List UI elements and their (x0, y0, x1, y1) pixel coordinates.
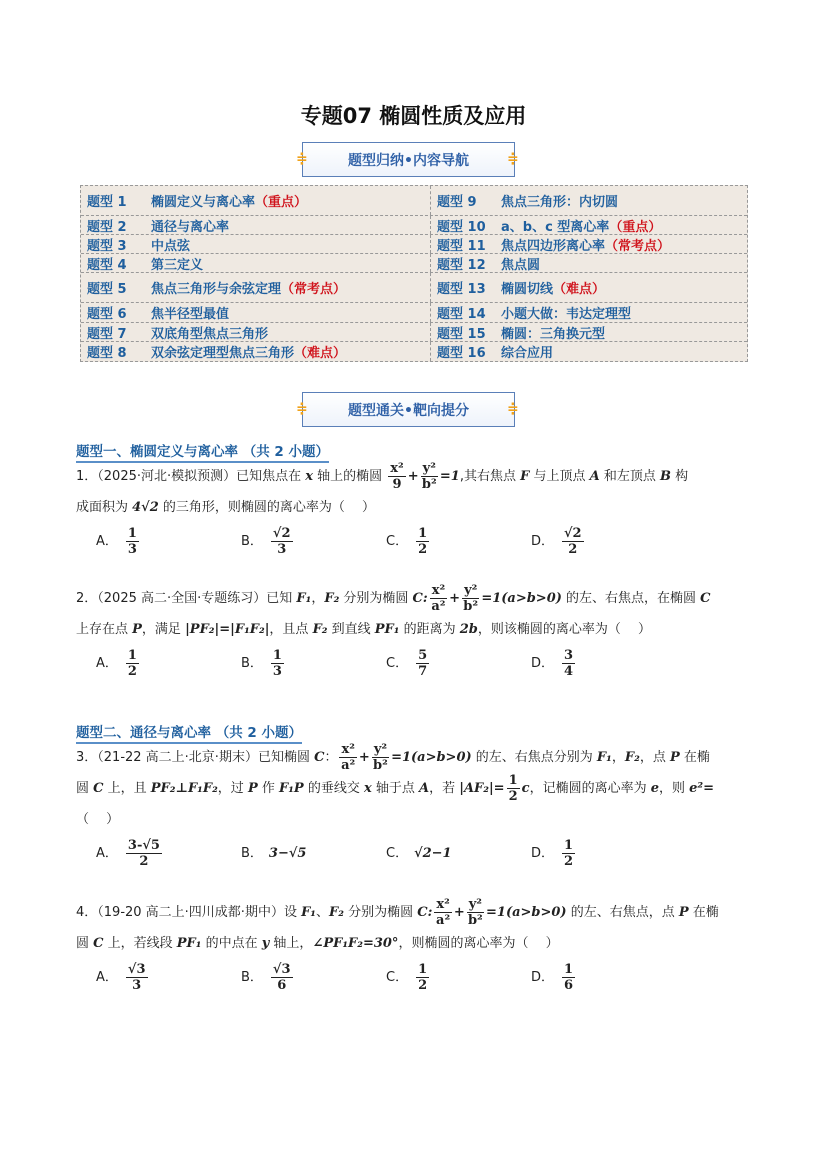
text-segment: ，则 (658, 781, 690, 796)
text-segment: 上存在点 (76, 622, 133, 637)
text-segment: 的左、右焦点，在椭圆 (561, 591, 701, 606)
nav-item[interactable] (81, 323, 431, 341)
math-segment: F₂ (624, 750, 640, 765)
nav-item-name: 双底角型焦点三角形 (151, 326, 269, 342)
math-segment: A (589, 469, 600, 484)
text-segment: 的中点在 (201, 936, 262, 951)
nav-row (81, 235, 747, 254)
math-segment: PF₂⊥F₁F₂ (150, 781, 218, 796)
nav-item-number: 题型 5 (87, 282, 127, 297)
math-segment: F₁P (278, 781, 304, 796)
text-segment: 4．（19-20 高二上·四川成都·期中）设 (76, 905, 302, 920)
option-label: D． (531, 533, 555, 549)
text-segment: ,其右焦点 (459, 469, 521, 484)
text-segment: ， (311, 591, 325, 606)
nav-row (81, 323, 747, 342)
option-label: A． (96, 845, 118, 861)
math-segment: F (520, 469, 530, 484)
nav-item-tag: （常考点） (605, 238, 671, 254)
math-segment: F₂ (312, 622, 328, 637)
fraction (434, 897, 451, 928)
nav-item-name: 小题大做：韦达定理型 (501, 307, 632, 322)
fraction-numerator: x² (341, 742, 355, 757)
fraction (416, 648, 429, 679)
option-d[interactable] (531, 648, 676, 679)
fraction (467, 897, 484, 928)
fraction-denominator: b² (467, 913, 483, 928)
math-segment: C (314, 750, 325, 765)
fraction-denominator: 2 (139, 853, 149, 869)
nav-item-name: 椭圆切线 (501, 282, 554, 297)
question-line (76, 742, 752, 773)
nav-item[interactable] (81, 254, 431, 272)
text-segment: 构 (670, 469, 689, 484)
nav-item-tag: （重点） (255, 195, 308, 210)
fraction-numerator: x² (431, 583, 446, 598)
fraction-denominator: 6 (564, 977, 574, 993)
banner-label: 题型归纳•内容导航 (348, 152, 469, 169)
question (76, 742, 752, 871)
nav-row (81, 186, 747, 216)
math-segment: ∠PF₁F₂=30° (312, 936, 399, 951)
page-title: 专题07 椭圆性质及应用 (300, 104, 527, 128)
option-b[interactable] (241, 526, 386, 557)
math-segment: 2b (459, 622, 478, 637)
math-segment: F₂ (329, 905, 344, 920)
text-segment: 1．（2025·河北·模拟预测）已知焦点在 (76, 469, 306, 484)
math-segment: F₁ (596, 750, 612, 765)
option-label: B． (241, 533, 263, 549)
fraction-numerator: y² (422, 461, 436, 476)
section-heading: 题型一、椭圆定义与离心率 （共 2 小题） (76, 440, 329, 463)
text-segment: 作 (257, 781, 279, 796)
text-segment: （ ） (76, 812, 120, 827)
math-segment: √2−1 (414, 845, 452, 861)
fraction-numerator: 1 (418, 525, 428, 541)
fraction-denominator: 3 (277, 541, 287, 557)
math-segment: y (261, 936, 270, 951)
nav-item-name: 椭圆：三角换元型 (501, 326, 606, 342)
option-a[interactable] (96, 648, 241, 679)
fraction-denominator: b² (373, 758, 388, 773)
math-segment: PF₁ (374, 622, 400, 637)
fraction-denominator: 2 (568, 541, 578, 557)
nav-item-number: 题型 8 (87, 346, 127, 361)
question (76, 461, 752, 559)
fraction-denominator: 2 (418, 977, 428, 993)
fraction (430, 583, 447, 614)
text-segment: 轴于点 (371, 781, 419, 796)
text-segment: ， (611, 750, 625, 765)
fraction (562, 838, 575, 869)
nav-item[interactable] (81, 216, 431, 234)
option-a[interactable] (96, 838, 241, 869)
fraction-denominator: 2 (508, 789, 518, 804)
fraction-denominator: 3 (127, 541, 137, 557)
decoration-icon: ≑ (296, 151, 308, 167)
option-label: D． (531, 845, 555, 861)
fraction (388, 461, 405, 492)
fraction-denominator: 2 (127, 663, 137, 679)
nav-item-number: 题型 12 (437, 257, 486, 273)
nav-item-name: 综合应用 (501, 346, 554, 361)
text-segment: ，记椭圆的离心率为 (529, 781, 651, 796)
fraction-numerator: 1 (564, 961, 574, 977)
nav-item-number: 题型 3 (87, 238, 127, 254)
math-segment: =1(a>b>0) (486, 905, 567, 920)
nav-item[interactable] (81, 273, 431, 302)
math-segment: F₁ (301, 905, 317, 920)
math-segment: C (700, 591, 711, 606)
option-label: D． (531, 655, 555, 671)
fraction-denominator: a² (431, 599, 446, 614)
text-segment: 分别为椭圆 (339, 591, 413, 606)
fraction (562, 648, 575, 679)
answer-options (76, 835, 752, 871)
math-segment: + (358, 750, 370, 765)
option-c[interactable] (386, 962, 531, 993)
nav-item[interactable] (81, 342, 431, 361)
nav-item-number: 题型 6 (87, 307, 127, 322)
fraction (126, 526, 139, 557)
fraction-denominator: 2 (418, 541, 428, 557)
nav-item-number: 题型 10 (437, 219, 486, 235)
question-line (76, 804, 752, 835)
math-segment: F₁ (296, 591, 312, 606)
text-segment: ，则该椭圆的离心率为（ ） (477, 622, 652, 637)
text-segment: ，且点 (269, 622, 313, 637)
text-segment: 、 (316, 905, 330, 920)
text-segment: 2．（2025 高二·全国·专题练习）已知 (76, 591, 297, 606)
nav-item-tag: （难点） (294, 346, 347, 361)
math-segment: x (305, 469, 314, 484)
decoration-icon: ≑ (507, 401, 519, 417)
fraction-denominator: b² (421, 477, 437, 492)
nav-item[interactable] (431, 235, 747, 253)
fraction-numerator: y² (464, 583, 478, 598)
fraction-numerator: 1 (564, 837, 574, 853)
text-segment: ，则椭圆的离心率为（ ） (398, 936, 559, 951)
fraction (462, 583, 479, 614)
fraction-denominator: a² (341, 758, 356, 773)
nav-row (81, 254, 747, 273)
nav-item-tag: （常考点） (281, 282, 347, 297)
text-segment: 圆 (76, 781, 94, 796)
fraction (271, 526, 293, 557)
option-a[interactable] (96, 962, 241, 993)
topic-nav-table (80, 185, 748, 362)
nav-item[interactable] (431, 216, 747, 234)
option-d[interactable] (531, 838, 676, 869)
question-line (76, 897, 752, 928)
option-b[interactable] (241, 648, 386, 679)
answer-options (76, 645, 752, 681)
option-label: B． (241, 655, 263, 671)
text-segment: 和左顶点 (599, 469, 660, 484)
option-d[interactable] (531, 526, 676, 557)
text-segment: 与上顶点 (529, 469, 590, 484)
nav-row (81, 273, 747, 303)
math-segment: e²= (689, 781, 714, 796)
nav-item-name: 焦半径型最值 (151, 307, 230, 322)
banner-content-nav (296, 142, 519, 177)
text-segment: 分别为椭圆 (343, 905, 418, 920)
fraction-numerator: √2 (272, 525, 291, 541)
nav-item-number: 题型 7 (87, 326, 127, 342)
text-segment: 到直线 (327, 622, 375, 637)
nav-item[interactable] (81, 186, 431, 215)
fraction-denominator: 9 (392, 477, 402, 492)
fraction-numerator: y² (468, 897, 482, 912)
option-a[interactable] (96, 526, 241, 557)
nav-item-name: 中点弦 (151, 238, 191, 254)
math-segment: A (418, 781, 430, 796)
question (76, 583, 752, 681)
nav-item-tag: （重点） (609, 219, 662, 235)
banner-practice (296, 392, 519, 427)
math-segment: e (650, 781, 659, 796)
text-segment: 3．（21-22 高二上·北京·期末）已知椭圆 (76, 750, 315, 765)
fraction-numerator: 1 (508, 773, 518, 788)
nav-item-number: 题型 13 (437, 282, 486, 297)
text-segment: 的左、右焦点，点 (566, 905, 679, 920)
text-segment: 的三角形，则椭圆的离心率为（ ） (158, 500, 376, 515)
nav-item-name: 焦点圆 (501, 257, 541, 273)
math-segment: C: (417, 905, 433, 920)
fraction-numerator: √2 (564, 525, 582, 541)
nav-item-number: 题型 2 (87, 219, 127, 235)
option-label: C． (386, 845, 409, 861)
nav-item[interactable] (431, 273, 747, 302)
math-segment: =1 (439, 469, 460, 484)
nav-item-number: 题型 4 (87, 257, 127, 273)
fraction-numerator: 3 (564, 647, 574, 663)
fraction-numerator: 1 (272, 647, 282, 663)
nav-item-number: 题型 15 (437, 326, 486, 342)
fraction (126, 962, 148, 993)
fraction (507, 773, 520, 804)
nav-row (81, 342, 747, 361)
fraction-numerator: √3 (272, 961, 291, 977)
question-line (76, 461, 752, 492)
fraction (372, 742, 389, 773)
fraction (126, 648, 139, 679)
question-line (76, 928, 752, 959)
math-segment: P (132, 622, 142, 637)
answer-options (76, 523, 752, 559)
nav-item[interactable] (431, 323, 747, 341)
math-segment: 3−√5 (268, 845, 307, 861)
text-segment: 轴上的椭圆 (313, 469, 387, 484)
nav-item-number: 题型 16 (437, 346, 486, 361)
nav-item-name: 通径与离心率 (151, 219, 230, 235)
nav-item-name: 焦点四边形离心率 (501, 238, 606, 254)
option-c[interactable] (386, 526, 531, 557)
nav-item-name: 焦点三角形：内切圆 (501, 195, 619, 210)
fraction-denominator: b² (463, 599, 479, 614)
option-d[interactable] (531, 962, 676, 993)
fraction (416, 526, 429, 557)
question-line (76, 614, 752, 645)
math-segment: B (659, 469, 671, 484)
text-segment: 在椭 (679, 750, 710, 765)
fraction-numerator: 1 (418, 961, 428, 977)
nav-item[interactable] (81, 303, 431, 322)
math-segment: F₂ (324, 591, 340, 606)
text-segment: 成面积为 (76, 500, 133, 515)
fraction-denominator: 6 (277, 977, 287, 993)
text-segment: ： (324, 750, 338, 765)
fraction-numerator: y² (373, 742, 388, 757)
nav-item-name: a、b、c 型离心率 (501, 219, 610, 235)
nav-item-number: 题型 11 (437, 238, 486, 254)
fraction (126, 838, 162, 869)
text-segment: 在椭 (688, 905, 719, 920)
math-segment: PF₁ (176, 936, 202, 951)
fraction-denominator: 4 (564, 663, 574, 679)
text-segment: ，若 (429, 781, 460, 796)
banner-label: 题型通关•靶向提分 (348, 402, 469, 419)
math-segment: + (453, 905, 465, 920)
math-segment: P (247, 781, 258, 796)
fraction-denominator: 2 (564, 853, 574, 869)
text-segment: ，过 (217, 781, 248, 796)
nav-item-number: 题型 1 (87, 195, 127, 210)
fraction-numerator: 1 (127, 525, 137, 541)
option-label: A． (96, 533, 118, 549)
math-segment: x (363, 781, 372, 796)
option-c[interactable] (386, 838, 531, 869)
nav-item-name: 焦点三角形与余弦定理 (151, 282, 282, 297)
text-segment: 圆 (76, 936, 94, 951)
nav-item[interactable] (431, 342, 747, 361)
nav-item[interactable] (431, 254, 747, 272)
nav-item[interactable] (81, 235, 431, 253)
option-label: D． (531, 969, 555, 985)
text-segment: ，点 (639, 750, 670, 765)
text-segment: 上，且 (103, 781, 151, 796)
fraction (416, 962, 429, 993)
fraction (562, 526, 584, 557)
nav-item-tag: （难点） (553, 282, 606, 297)
fraction-numerator: 3-√5 (127, 837, 160, 853)
nav-row (81, 216, 747, 235)
text-segment: ，满足 (141, 622, 186, 637)
fraction-denominator: a² (436, 913, 451, 928)
math-segment: P (678, 905, 689, 920)
option-label: A． (96, 655, 118, 671)
nav-item-number: 题型 14 (437, 307, 486, 322)
nav-item-name: 双余弦定理型焦点三角形 (151, 346, 295, 361)
math-segment: C: (412, 591, 428, 606)
fraction-numerator: x² (390, 461, 404, 476)
option-label: C． (386, 969, 409, 985)
fraction (562, 962, 575, 993)
question-line (76, 583, 752, 614)
math-segment: |AF₂|= (459, 781, 505, 796)
text-segment: 的垂线交 (303, 781, 364, 796)
math-segment: C (93, 781, 104, 796)
option-label: C． (386, 533, 409, 549)
section-heading: 题型二、通径与离心率 （共 2 小题） (76, 721, 302, 744)
nav-item-number: 题型 9 (437, 195, 477, 210)
option-label: B． (241, 845, 263, 861)
fraction (339, 742, 356, 773)
option-label: C． (386, 655, 409, 671)
question (76, 897, 752, 995)
question-line (76, 773, 752, 804)
nav-item[interactable] (431, 303, 747, 322)
math-segment: P (669, 750, 680, 765)
fraction (271, 962, 293, 993)
answer-options (76, 959, 752, 995)
fraction-numerator: √3 (127, 961, 146, 977)
math-segment: c (521, 781, 530, 796)
fraction-denominator: 3 (132, 977, 142, 993)
nav-item[interactable] (431, 186, 747, 215)
fraction-numerator: 1 (127, 647, 137, 663)
text-segment: 的距离为 (399, 622, 460, 637)
math-segment: |PF₂|=|F₁F₂| (185, 622, 270, 637)
math-segment: + (407, 469, 419, 484)
math-segment: =1(a>b>0) (391, 750, 472, 765)
nav-item-name: 椭圆定义与离心率 (151, 195, 256, 210)
fraction (421, 461, 438, 492)
nav-item-name: 第三定义 (151, 257, 204, 273)
math-segment: 4√2 (132, 500, 159, 515)
math-segment: =1(a>b>0) (481, 591, 562, 606)
math-segment: C (93, 936, 104, 951)
text-segment: 上，若线段 (103, 936, 177, 951)
fraction-denominator: 3 (272, 663, 282, 679)
nav-row (81, 303, 747, 323)
option-b[interactable] (241, 962, 386, 993)
fraction-numerator: 5 (418, 647, 428, 663)
decoration-icon: ≑ (296, 401, 308, 417)
fraction-numerator: x² (436, 897, 450, 912)
text-segment: 的左、右焦点分别为 (471, 750, 597, 765)
fraction-denominator: 7 (418, 663, 428, 679)
option-label: A． (96, 969, 118, 985)
option-c[interactable] (386, 648, 531, 679)
option-label: B． (241, 969, 263, 985)
option-b[interactable] (241, 838, 386, 869)
fraction (271, 648, 284, 679)
question-line (76, 492, 752, 523)
decoration-icon: ≑ (507, 151, 519, 167)
math-segment: + (449, 591, 461, 606)
text-segment: 轴上， (269, 936, 313, 951)
